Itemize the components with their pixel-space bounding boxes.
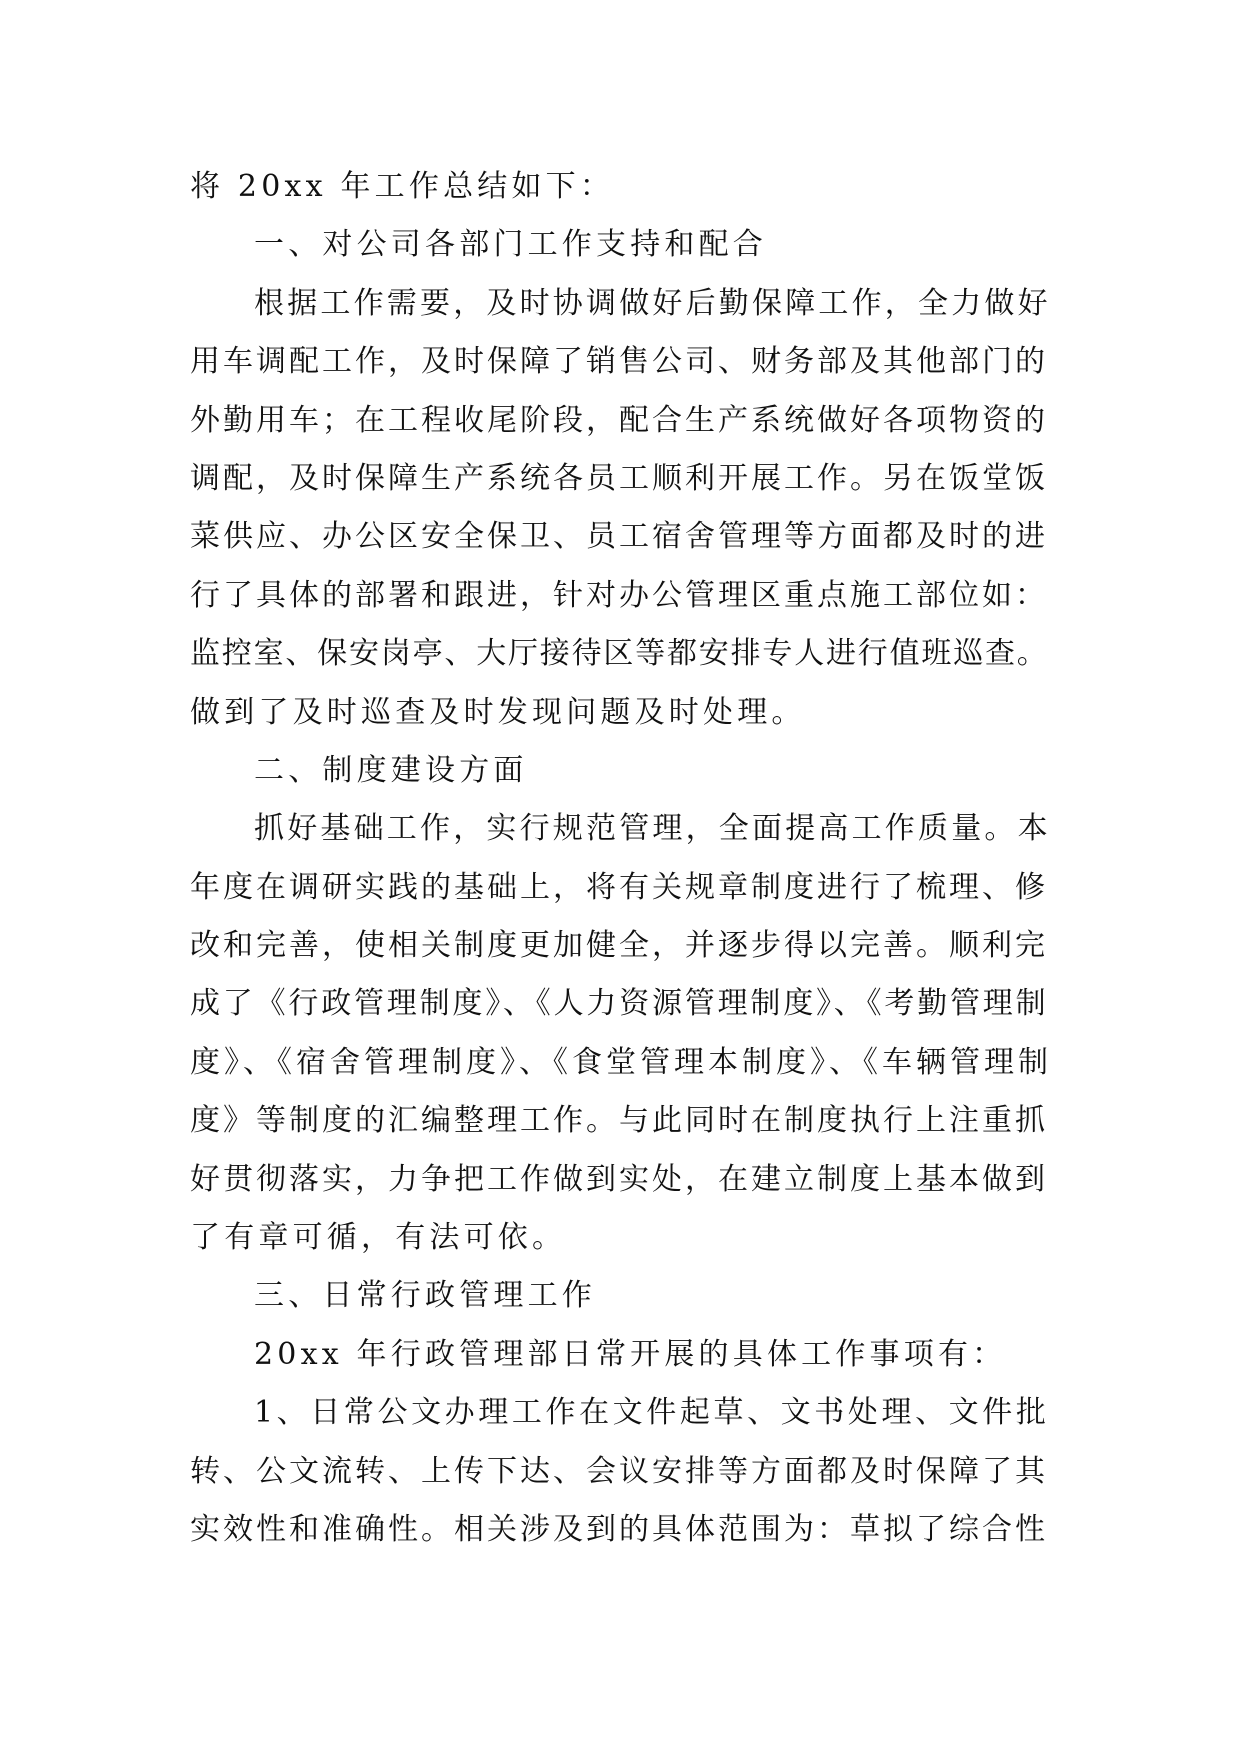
paragraph-line: 实效性和准确性。相关涉及到的具体范围为：草拟了综合性 (190, 1511, 1048, 1547)
paragraph-line: 外勤用车；在工程收尾阶段，配合生产系统做好各项物资的 (190, 402, 1048, 438)
paragraph-line: 改和完善，使相关制度更加健全，并逐步得以完善。顺利完 (190, 928, 1048, 964)
paragraph-line: 用车调配工作，及时保障了销售公司、财务部及其他部门的 (190, 344, 1048, 380)
paragraph-line: 成了《行政管理制度》、《人力资源管理制度》、《考勤管理制 (190, 986, 1049, 1022)
paragraph-line: 根据工作需要，及时协调做好后勤保障工作，全力做好 (254, 285, 1051, 321)
paragraph-line: 度》、《宿舍管理制度》、《食堂管理本制度》、《车辆管理制 (190, 1044, 1052, 1080)
paragraph-line: 转、公文流转、上传下达、会议安排等方面都及时保障了其 (190, 1453, 1048, 1489)
paragraph-line: 调配，及时保障生产系统各员工顺利开展工作。另在饭堂饭 (190, 460, 1048, 496)
paragraph-line: 做到了及时巡查及时发现问题及时处理。 (190, 694, 806, 730)
paragraph-line: 行了具体的部署和跟进，针对办公管理区重点施工部位如： (190, 577, 1048, 613)
section-heading: 三、日常行政管理工作 (254, 1278, 596, 1314)
paragraph-line: 抓好基础工作，实行规范管理，全面提高工作质量。本 (254, 811, 1051, 847)
paragraph-line: 20xx 年行政管理部日常开展的具体工作事项有： (254, 1336, 1007, 1372)
list-item-line: 1、日常公文办理工作在文件起草、文书处理、文件批 (254, 1395, 1050, 1431)
document-body (190, 158, 1052, 1559)
paragraph-line: 了有章可循，有法可依。 (190, 1220, 567, 1256)
paragraph-line: 菜供应、办公区安全保卫、员工宿舍管理等方面都及时的进 (190, 519, 1048, 555)
section-heading: 一、对公司各部门工作支持和配合 (254, 227, 767, 263)
section-heading: 二、制度建设方面 (254, 752, 528, 788)
paragraph-line: 将 20xx 年工作总结如下： (190, 169, 615, 204)
paragraph-line: 度》等制度的汇编整理工作。与此同时在制度执行上注重抓 (190, 1103, 1048, 1139)
paragraph-line: 监控室、保安岗亭、大厅接待区等都安排专人进行值班巡查。 (190, 636, 1049, 672)
paragraph-line: 好贯彻落实，力争把工作做到实处，在建立制度上基本做到 (190, 1161, 1048, 1197)
paragraph-line: 年度在调研实践的基础上，将有关规章制度进行了梳理、修 (190, 869, 1048, 905)
